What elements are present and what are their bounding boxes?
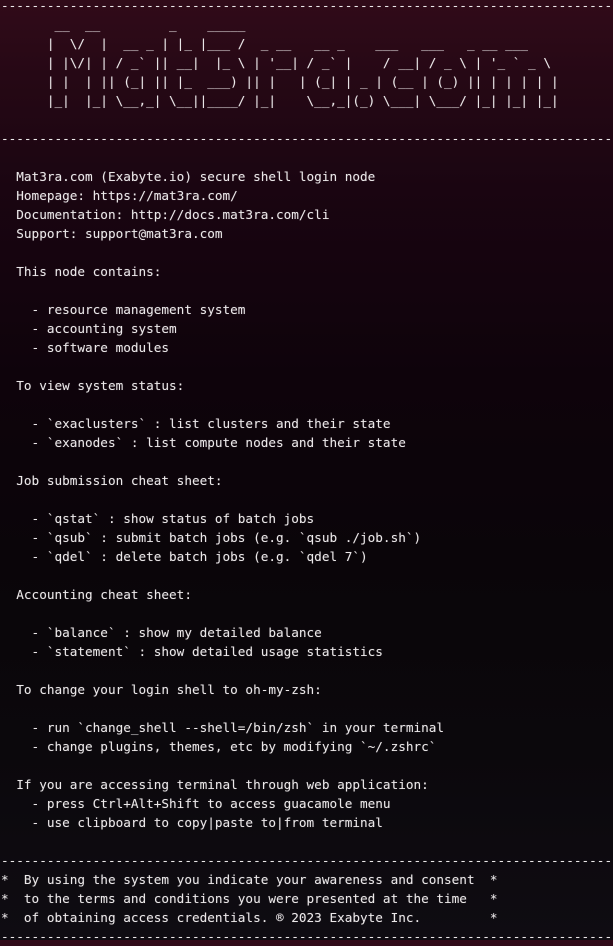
- node-contents-line: - accounting system: [1, 321, 177, 336]
- accounting-cheat-sheet-line: Accounting cheat sheet:: [1, 587, 192, 602]
- web-terminal-info-line: - use clipboard to copy|paste to|from terminal: [1, 815, 383, 830]
- terms-banner-line: --------------------------------------------------------------------------------: [1, 929, 613, 944]
- node-contents-line: This node contains:: [1, 264, 162, 279]
- ascii-banner-mat3ra-logo-line: | | | || (_| || |_ ___) || | | (_| | _ | (__ | (_) || | | | | |: [1, 74, 559, 89]
- job-submission-cheat-sheet-line: [1, 490, 613, 509]
- terms-banner-line: * By using the system you indicate your awareness and consent *: [1, 872, 498, 887]
- shell-change-info-line: [1, 699, 613, 718]
- ascii-banner-mat3ra-logo-line: |_| |_| \__,_| \__||____/ |_| \__,_|(_) \___| \___/ |_| |_| |_|: [1, 93, 559, 108]
- accounting-cheat-sheet-line: - `balance` : show my detailed balance: [1, 625, 322, 640]
- spacer-line: [1, 832, 613, 851]
- spacer-line: [1, 566, 613, 585]
- web-terminal-info-line: - press Ctrl+Alt+Shift to access guacamole menu: [1, 796, 391, 811]
- login-node-info-line: Mat3ra.com (Exabyte.io) secure shell login node: [1, 169, 376, 184]
- job-submission-cheat-sheet-line: - `qstat` : show status of batch jobs: [1, 511, 315, 526]
- web-terminal-info-line: If you are accessing terminal through web application:: [1, 777, 429, 792]
- ascii-banner-mat3ra-logo-line: | |\/| | / _` || __| |_ \ | '__| / _` | / __| / _ \ | '_ ` _ \: [1, 55, 551, 70]
- shell-change-info-line: - change plugins, themes, etc by modifying `~/.zshrc`: [1, 739, 437, 754]
- system-status-line: - `exanodes` : list compute nodes and their state: [1, 435, 406, 450]
- terms-banner-line: * to the terms and conditions you were presented at the time *: [1, 891, 498, 906]
- job-submission-cheat-sheet-line: - `qdel` : delete batch jobs (e.g. `qdel 7`): [1, 549, 368, 564]
- separator-under-logo-line: --------------------------------------------------------------------------------: [1, 131, 613, 146]
- separator-top-line: --------------------------------------------------------------------------------: [1, 0, 613, 13]
- login-node-info-line: Documentation: http://docs.mat3ra.com/cli: [1, 207, 330, 222]
- accounting-cheat-sheet-line: [1, 604, 613, 623]
- spacer-line: [1, 110, 613, 129]
- job-submission-cheat-sheet-line: Job submission cheat sheet:: [1, 473, 223, 488]
- spacer-line: [1, 756, 613, 775]
- login-node-info-line: Homepage: https://mat3ra.com/: [1, 188, 238, 203]
- shell-change-info-line: - run `change_shell --shell=/bin/zsh` in your terminal: [1, 720, 445, 735]
- shell-change-info-line: To change your login shell to oh-my-zsh:: [1, 682, 322, 697]
- node-contents-line: - resource management system: [1, 302, 246, 317]
- login-node-info-line: Support: support@mat3ra.com: [1, 226, 223, 241]
- node-contents-line: - software modules: [1, 340, 170, 355]
- spacer-line: [1, 452, 613, 471]
- system-status-line: - `exaclusters` : list clusters and their state: [1, 416, 391, 431]
- terms-banner-line: --------------------------------------------------------------------------------: [1, 853, 613, 868]
- ascii-banner-mat3ra-logo-line: __ __ _ _____: [1, 17, 246, 32]
- ascii-banner-mat3ra-logo-line: | \/ | __ _ | |_ |___ / _ __ __ _ ___ ___ _ __ ___: [1, 36, 529, 51]
- node-contents-line: [1, 281, 613, 300]
- job-submission-cheat-sheet-line: - `qsub` : submit batch jobs (e.g. `qsub ./job.sh`): [1, 530, 422, 545]
- spacer-line: [1, 243, 613, 262]
- spacer-line: [1, 148, 613, 167]
- system-status-line: To view system status:: [1, 378, 185, 393]
- terms-banner-line: * of obtaining access credentials. ® 2023 Exabyte Inc. *: [1, 910, 498, 925]
- spacer-line: [1, 661, 613, 680]
- system-status-line: [1, 395, 613, 414]
- spacer-line: [1, 357, 613, 376]
- accounting-cheat-sheet-line: - `statement` : show detailed usage statistics: [1, 644, 383, 659]
